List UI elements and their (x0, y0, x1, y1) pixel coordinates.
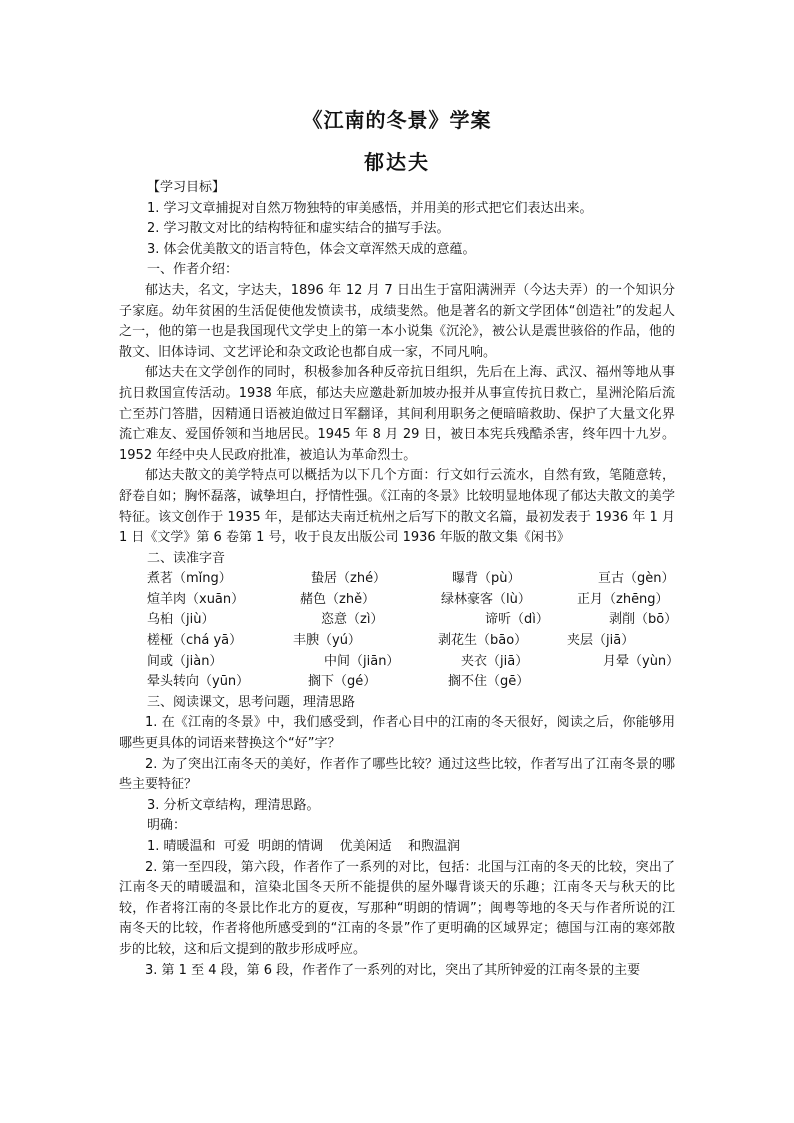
goal-item: 3. 体会优美散文的语言特色，体会文章浑然天成的意蕴。 (147, 241, 476, 257)
answer-item: 2. 第一至四段，第六段，作者作了一系列的对比，包括：北国与江南的冬天的比较，突出了江南冬天的晴暖温和，渲染北国冬天所不能提供的屋外曝背谈天的乐趣；江南冬天与秋天的比较，作者将江南的冬景比作北方的夏夜，写那种“明朗的情调”；闽粤等地的冬天与作者所说的江南冬天的比较，作者将他所感受到的“江南的冬景”作了更明确的区域界定；德国与江南的寒郊散步的比较，这和后文提到的散步形成呼应。 (119, 859, 675, 957)
intro-paragraph: 郁达夫在文学创作的同时，积极参加各种反帝抗日组织，先后在上海、武汉、福州等地从事抗日救国宣传活动。1938 年底，郁达夫应邀赴新加坡办报并从事宣传抗日救亡，星洲沦陷后流亡至苏门答腊，因精通日语被迫做过日军翻译，其间利用职务之便暗暗救助、保护了大量文化界流亡难友、爱国侨领和当地居民。1945 年 8 月 29 日，被日本宪兵残酷杀害，终年四十九岁。1952 年经中央人民政府批准，被追认为革命烈士。 (119, 365, 675, 463)
pronunciation-item: 间或（jiàn） (147, 653, 223, 669)
goal-item: 2. 学习散文对比的结构特征和虚实结合的描写手法。 (147, 221, 450, 237)
pronunciation-item: 乌桕（jiù） (147, 612, 215, 628)
intro-heading: 一、作者介绍： (147, 262, 239, 278)
goal-item: 1. 学习文章捕捉对自然万物独特的审美感悟，并用美的形式把它们表达出来。 (147, 200, 593, 216)
answer-heading: 明确： (147, 818, 187, 834)
goals-heading: 【学习目标】 (147, 180, 226, 195)
pronunciation-item: 剥削（bō） (609, 612, 678, 628)
pronunciation-item: 夹层（jiā） (567, 633, 635, 649)
pronunciation-item: 晕头转向（yūn） (147, 674, 250, 690)
pronunciation-item: 搁不住（gē） (448, 674, 530, 690)
pronunciation-item: 搁下（gé） (308, 674, 377, 690)
author-name: 郁达夫 (364, 150, 430, 174)
reading-heading: 三、阅读课文，思考问题，理清思路 (147, 694, 356, 710)
pronunciation-heading: 二、读准字音 (147, 550, 226, 566)
pronunciation-item: 亘古（gèn） (598, 571, 675, 587)
document-body (119, 178, 680, 981)
answer-item: 3. 第 1 至 4 段，第 6 段，作者作了一系列的对比，突出了其所钟爱的江南冬景的主要 (145, 962, 641, 978)
pronunciation-item: 绿林豪客（lù） (441, 591, 531, 607)
reading-question: 1. 在《江南的冬景》中，我们感受到，作者心目中的江南的冬天很好，阅读之后，你能够用哪些更具体的词语来替换这个“好”字？ (119, 715, 675, 752)
pronunciation-item: 曝背（pù） (452, 571, 521, 587)
pronunciation-item: 恣意（zì） (321, 612, 384, 628)
pronunciation-item: 丰腴（yú） (293, 633, 361, 649)
pronunciation-item: 赭色（zhě） (300, 591, 376, 607)
pronunciation-item: 正月（zhēng） (577, 591, 669, 607)
pronunciation-item: 槎桠（chá yā） (147, 633, 243, 649)
pronunciation-item: 谛听（dì） (485, 612, 549, 628)
pronunciation-item: 煊羊肉（xuān） (147, 591, 245, 607)
pronunciation-item: 煮茗（mǐng） (147, 571, 232, 587)
reading-question: 2. 为了突出江南冬天的美好，作者作了哪些比较？通过这些比较，作者写出了江南冬景的哪些主要特征？ (119, 756, 675, 793)
pronunciation-item: 中间（jiān） (324, 653, 400, 669)
pronunciation-item: 剥花生（bāo） (438, 633, 528, 649)
intro-paragraph: 郁达夫，名文，字达夫，1896 年 12 月 7 日出生于富阳满洲弄（今达夫弄）的一个知识分子家庭。幼年贫困的生活促使他发愤读书，成绩斐然。他是著名的新文学团体“创造社”的发起人之一，他的第一也是我国现代文学史上的第一本小说集《沉沦》，被公认是震世骇俗的作品，他的散文、旧体诗词、文艺评论和杂文政论也都自成一家，不同凡响。 (119, 282, 675, 360)
pronunciation-item: 夹衣（jiā） (461, 653, 529, 669)
pronunciation-grid (119, 569, 680, 693)
pronunciation-item: 月晕（yùn） (603, 653, 680, 669)
answer-item: 1. 晴暖温和 可爱 明朗的情调 优美闲适 和煦温润 (147, 839, 461, 855)
reading-question: 3. 分析文章结构，理清思路。 (147, 797, 320, 813)
document-title: 《江南的冬景》学案 (302, 108, 492, 132)
intro-paragraph: 郁达夫散文的美学特点可以概括为以下几个方面：行文如行云流水，自然有致，笔随意转，舒卷自如；胸怀磊落，诚挚坦白，抒情性强。《江南的冬景》比较明显地体现了郁达夫散文的美学特征。该文创作于 1935 年，是郁达夫南迁杭州之后写下的散文名篇，最初发表于 1936 年 1 月 1 日《文学》第 6 卷第 1 号，收于良友出版公司 1936 年版的散文集《闲书》 (119, 468, 675, 546)
pronunciation-item: 蛰居（zhé） (311, 571, 387, 587)
